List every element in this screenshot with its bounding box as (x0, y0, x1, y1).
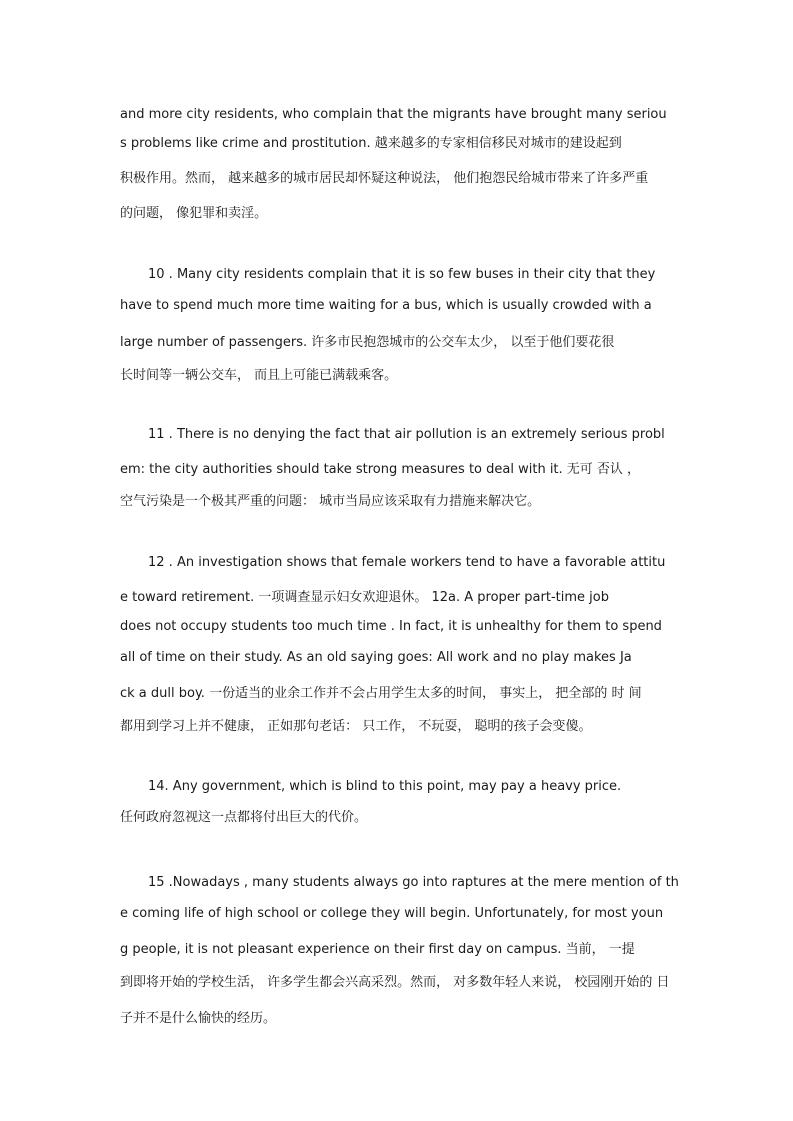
paragraph-line: does not occupy students too much time . In fact, it is unhealthy for them to spend (120, 619, 662, 634)
paragraph-line: em: the city authorities should take strong measures to deal with it. 无可 否认 ， (120, 462, 641, 477)
paragraph-line: 14. Any government, which is blind to this point, may pay a heavy price. (148, 779, 622, 794)
paragraph-line: 长时间等一辆公交车， 而且上可能已满载乘客。 (120, 368, 398, 383)
paragraph-line: 12 . An investigation shows that female workers tend to have a favorable attitu (148, 555, 666, 570)
paragraph-line: 都用到学习上并不健康， 正如那句老话： 只工作， 不玩耍， 聪明的孩子会变傻。 (120, 719, 592, 734)
paragraph-line: 15 .Nowadays , many students always go into raptures at the mere mention of th (148, 875, 679, 890)
paragraph-line: e coming life of high school or college they will begin. Unfortunately, for most youn (120, 906, 664, 921)
paragraph-line: 10 . Many city residents complain that it is so few buses in their city that they (148, 267, 656, 282)
paragraph-line: g people, it is not pleasant experience on their first day on campus. 当前， 一提 (120, 942, 635, 957)
paragraph-line: 子并不是什么愉快的经历。 (120, 1011, 277, 1026)
paragraph-line: all of time on their study. As an old saying goes: All work and no play makes Ja (120, 650, 632, 665)
paragraph-line: 的问题， 像犯罪和卖淫。 (120, 206, 268, 221)
paragraph-line: 任何政府忽视这一点都将付出巨大的代价。 (120, 810, 368, 825)
paragraph-line: have to spend much more time waiting for a bus, which is usually crowded with a (120, 298, 652, 313)
paragraph-line: ck a dull boy. 一份适当的业余工作并不会占用学生太多的时间， 事实上， 把全部的 时 间 (120, 686, 642, 701)
paragraph-line: large number of passengers. 许多市民抱怨城市的公交车太少， 以至于他们要花很 (120, 335, 615, 350)
paragraph-line: s problems like crime and prostitution. 越来越多的专家相信移民对城市的建设起到 (120, 136, 622, 151)
paragraph-line: and more city residents, who complain that the migrants have brought many seriou (120, 107, 667, 122)
paragraph-line: e toward retirement. 一项调查显示妇女欢迎退休。 12a. A proper part-time job (120, 590, 609, 605)
paragraph-line: 积极作用。然而， 越来越多的城市居民却怀疑这种说法， 他们抱怨民给城市带来了许多严重 (120, 171, 649, 186)
paragraph-line: 到即将开始的学校生活， 许多学生都会兴高采烈。然而， 对多数年轻人来说， 校园刚开始的 日 (120, 975, 670, 990)
paragraph-line: 11 . There is no denying the fact that air pollution is an extremely serious probl (148, 427, 665, 442)
paragraph-line: 空气污染是一个极其严重的问题： 城市当局应该采取有力措施来解决它。 (120, 494, 541, 509)
